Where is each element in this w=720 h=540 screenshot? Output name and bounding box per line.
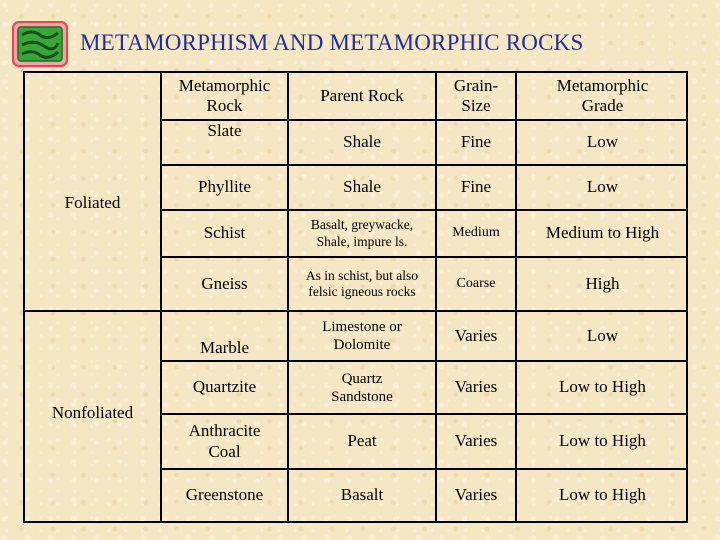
row-quartzite-grade: Low to High bbox=[559, 377, 646, 397]
row-gneiss-grain: Coarse bbox=[456, 275, 496, 291]
row-marble-grain: Varies bbox=[454, 325, 498, 345]
row-schist-parent-line1: Basalt, greywacke, bbox=[310, 217, 414, 233]
header-grade-line2: Grade bbox=[581, 96, 624, 115]
row-quartzite-grain: Varies bbox=[454, 377, 498, 397]
row-anthracite-grain: Varies bbox=[454, 431, 498, 451]
row-greenstone-parent: Basalt bbox=[340, 485, 384, 505]
row-phyllite-grain: Fine bbox=[460, 177, 492, 197]
row-schist-parent-line2: Shale, impure ls. bbox=[316, 233, 408, 249]
row-marble-rock: Marble bbox=[199, 337, 250, 357]
header-grain-line1: Grain- bbox=[453, 75, 499, 95]
row-greenstone-rock: Greenstone bbox=[185, 485, 264, 505]
header-metamorphic-rock bbox=[162, 73, 287, 119]
row-marble-grade: Low bbox=[586, 325, 619, 345]
header-grain-size bbox=[437, 73, 515, 119]
row-gneiss-grade: High bbox=[585, 273, 620, 293]
row-slate-grain: Fine bbox=[460, 132, 492, 152]
row-slate-grade: Low bbox=[586, 132, 619, 152]
row-gneiss-rock: Gneiss bbox=[201, 273, 248, 293]
group-foliated: Foliated bbox=[64, 192, 121, 212]
row-slate-rock: Slate bbox=[207, 121, 242, 140]
row-schist-parent bbox=[289, 211, 435, 256]
row-anthracite-parent: Peat bbox=[347, 431, 377, 451]
row-gneiss-parent bbox=[289, 258, 435, 310]
header-grade-line1: Metamorphic bbox=[556, 75, 649, 95]
rock-table bbox=[23, 71, 688, 523]
row-gneiss-parent-line1: As in schist, but also bbox=[305, 267, 419, 283]
row-phyllite-rock: Phyllite bbox=[198, 177, 251, 197]
row-marble-parent-line1: Limestone or bbox=[322, 319, 402, 335]
row-phyllite-grade: Low bbox=[586, 177, 619, 197]
row-marble-parent-line2: Dolomite bbox=[333, 337, 391, 353]
row-quartzite-parent-line1: Quartz bbox=[341, 370, 383, 387]
row-quartzite-parent bbox=[289, 362, 435, 413]
header-rock-line1: Metamorphic bbox=[178, 75, 271, 95]
row-quartzite-rock: Quartzite bbox=[192, 377, 257, 397]
header-rock-line2: Rock bbox=[206, 96, 243, 115]
row-anthracite-rock-line1: Anthracite bbox=[188, 421, 261, 441]
row-schist-rock: Schist bbox=[203, 223, 246, 243]
row-anthracite-rock-line2: Coal bbox=[208, 441, 241, 461]
row-gneiss-parent-line2: felsic igneous rocks bbox=[308, 284, 416, 299]
row-phyllite-parent: Shale bbox=[343, 177, 381, 197]
row-greenstone-grain: Varies bbox=[454, 485, 498, 505]
header-grain-line2: Size bbox=[461, 96, 491, 115]
row-anthracite-rock bbox=[162, 415, 287, 468]
row-greenstone-grade: Low to High bbox=[559, 485, 646, 505]
header-metamorphic-grade bbox=[517, 73, 688, 119]
row-schist-grade: Medium to High bbox=[545, 223, 660, 243]
row-slate-parent: Shale bbox=[343, 132, 381, 152]
row-quartzite-parent-line2: Sandstone bbox=[331, 388, 393, 405]
header-parent-rock: Parent Rock bbox=[320, 85, 404, 105]
green-rock-logo-icon bbox=[10, 19, 70, 69]
row-marble-parent bbox=[289, 312, 435, 360]
row-schist-grain: Medium bbox=[452, 225, 500, 241]
group-nonfoliated: Nonfoliated bbox=[51, 402, 134, 422]
page-title: METAMORPHISM AND METAMORPHIC ROCKS bbox=[80, 30, 584, 55]
row-anthracite-grade: Low to High bbox=[559, 431, 646, 451]
